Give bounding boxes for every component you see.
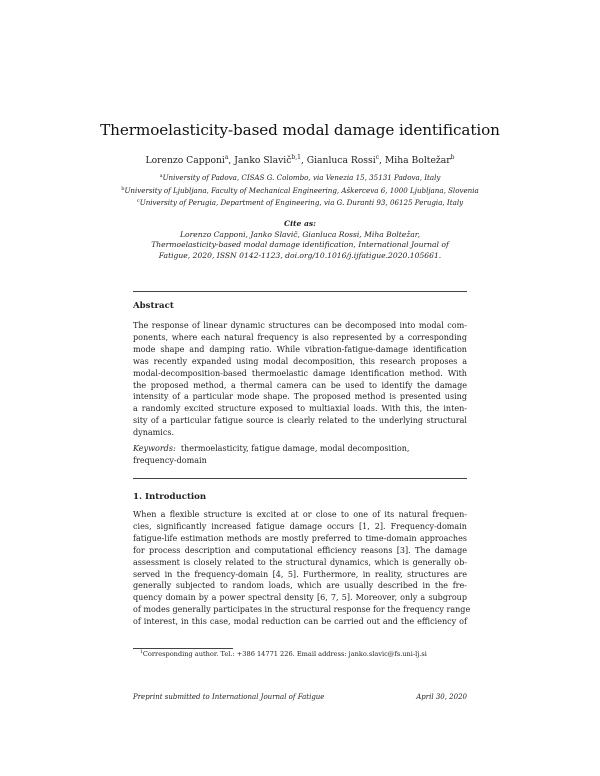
affiliation-list [118, 171, 482, 209]
footnote [140, 650, 427, 658]
author-affil-mark: a [224, 154, 229, 161]
footer-date: April 30, 2020 [416, 693, 467, 701]
introduction-text: When a flexible structure is excited at or close to one of its natural frequen- cies, significantly increased fatigue damage occurs [1, 2]. Frequency-domain fatigue-life estimation methods are mostly preferred to time-domain approaches for process description and computational efficiency reasons [3]. The damage assessment is closely related to the structural dynamics, which is generally ob- served in the frequency-domain [4, 5]. Furthermore, in reality, structures are generally subjected to random loads, which are usually described in the fre- quency domain by a power spectral density [6, 7, 5]. Moreover, only a subgroup of modes generally participates in the structural response for the frequency range of interest, in this case, modal reduction can be carried out and the efficiency of [133, 510, 471, 627]
page-footer [133, 693, 467, 701]
introduction-heading: 1. Introduction [133, 492, 207, 502]
author-name: Lorenzo Capponi [145, 155, 225, 166]
author-affil-mark: b,1 [291, 154, 301, 161]
author-name: Janko Slavič [234, 155, 292, 166]
cite-as-line: Thermoelasticity-based modal damage identification, International Journal of [151, 240, 449, 250]
footnote-mark: 1 [140, 650, 143, 655]
cite-as-label: Cite as: [284, 219, 316, 228]
abstract-heading: Abstract [133, 301, 174, 311]
cite-as-block [130, 219, 470, 262]
author-name: Miha Boltežar [384, 155, 451, 166]
author-affil-mark: c [375, 154, 380, 161]
abstract-bottom-rule [133, 478, 467, 479]
footer-journal: Preprint submitted to International Journal of Fatigue [133, 693, 325, 701]
keywords-label: Keywords: [133, 444, 176, 453]
keywords [133, 443, 467, 466]
author-affil-mark: b [450, 154, 455, 161]
cite-as-line: Fatigue, 2020, ISSN 0142-1123, doi.org/10.1016/j.ijfatigue.2020.105661. [158, 251, 442, 261]
abstract-text: The response of linear dynamic structures can be decomposed into modal com- ponents, where each natural frequency is also represented by a corresponding mode shape and damping ratio. While vibration-fatigue-damage identification was recently expanded using modal decomposition, this research proposes a modal-decomposition-based thermoelastic damage identification method. With the proposed method, a thermal camera can be used to identify the damage intensity of a particular mode shape. The proposed method is presented using a randomly excited structure exposed to multiaxial loads. With this, the inten- sity of a particular fatigue source is clearly related to the underlying structural dynamics. [133, 321, 467, 438]
paper-title: Thermoelasticity-based modal damage identification [100, 121, 500, 139]
affiliation: $^c$University of Perugia, Department of Engineering, via G. Duranti 93, 06125 Perugia, Italy [136, 198, 464, 208]
author-list: Lorenzo Capponi$^a$, Janko Slavič$^{b,1}$, Gianluca Rossi$^c$, Miha Boltežar$^b$ [145, 154, 455, 166]
footnote-text: Corresponding author. Tel.: +386 14771 226. Email address: janko.slavic@fs.uni-lj.si [142, 650, 427, 658]
keywords-text: thermoelasticity, fatigue damage, modal decomposition, [180, 444, 410, 453]
affiliation: $^a$University of Padova, CISAS G. Colombo, via Venezia 15, 35131 Padova, Italy [159, 173, 441, 182]
cite-as-line: Lorenzo Capponi, Janko Slavič, Gianluca Rossi, Miha Boltežar, [179, 229, 421, 239]
abstract-top-rule [133, 291, 467, 292]
keywords-text: frequency-domain [133, 455, 207, 465]
affiliation: $^b$University of Ljubljana, Faculty of Mechanical Engineering, Aškerceva 6, 1000 Ljubljana, Slovenia [121, 185, 479, 195]
author-name: Gianluca Rossi [306, 155, 376, 166]
footnote-rule [133, 648, 233, 649]
